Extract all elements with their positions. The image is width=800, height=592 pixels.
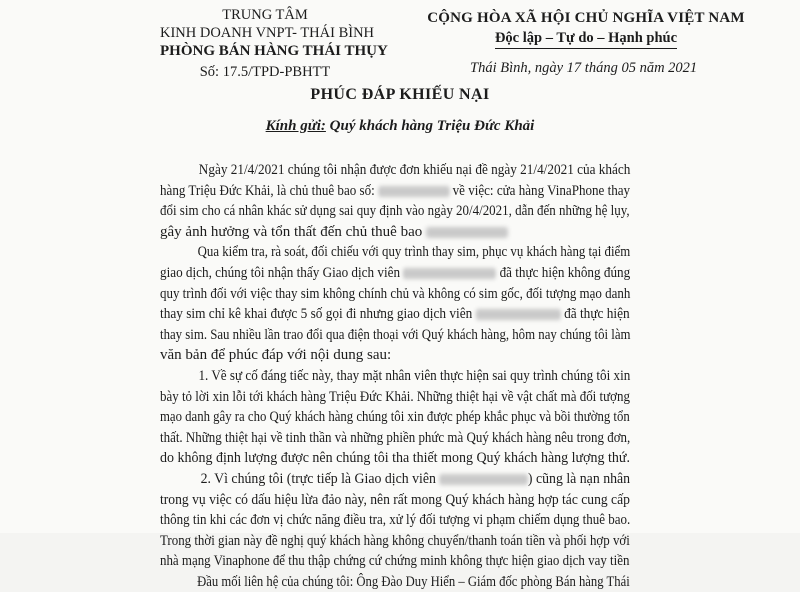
body-line xyxy=(160,469,631,490)
body-line: Ngày 21/4/2021 chúng tôi nhận được đơn khiếu nại đề ngày 21/4/2021 của khách xyxy=(198,162,631,178)
national-motto: Độc lập – Tự do – Hạnh phúc xyxy=(494,30,678,46)
body-line xyxy=(160,263,631,284)
body-line: nhà mạng Vinaphone để thu thập chứng cứ chứng minh không thực hiện giao dịch vay tiền xyxy=(160,553,630,570)
body-line: thay sim. Sau nhiều lần trao đổi qua điện thoại với Quý khách hàng, hôm nay chúng tôi làm xyxy=(160,326,631,343)
body-line: bày tỏ lời xin lỗi tới khách hàng Triệu Đức Khải. Những thiệt hại về vật chất mà đối tượng xyxy=(160,388,630,405)
body-line: thông tin khi các đơn vị chức năng điều tra, xử lý đối tượng vi phạm chiếm dụng thuê bao. xyxy=(160,512,631,529)
national-title: CỘNG HÒA XÃ HỘI CHỦ NGHĨA VIỆT NAM xyxy=(427,10,745,26)
body-line: mạo danh gây ra cho Quý khách hàng chúng tôi xin được phép khắc phục và bồi thường tổn xyxy=(160,409,630,426)
redacted-phone-number xyxy=(426,227,508,238)
body-line xyxy=(160,222,630,243)
body-line xyxy=(160,181,631,202)
body-line: do không định lượng được nên chúng tôi tha thiết mong Quý khách hàng lượng thứ. xyxy=(160,450,631,467)
body-line: thất. Những thiệt hại về tinh thần và những phiền phức mà Quý khách hàng nêu trong đơn, xyxy=(160,429,631,446)
document-body xyxy=(160,160,630,592)
body-line: văn bản để phúc đáp với nội dung sau: xyxy=(160,347,392,364)
document-number: Số: 17.5/TPD-PBHTT xyxy=(199,64,331,80)
redacted-employee-name xyxy=(476,309,561,320)
body-line: quy trình đối với việc thay sim không chính chủ và không có sim gốc, đối tượng mạo danh xyxy=(160,285,631,302)
body-text: thay sim chỉ kê khai được 5 số gọi đi nhưng giao dịch viên xyxy=(160,306,473,323)
body-text: đã thực hiện xyxy=(564,306,630,323)
sender-department: PHÒNG BÁN HÀNG THÁI THỤY xyxy=(160,43,388,59)
redacted-phone-number xyxy=(378,186,449,197)
national-header xyxy=(386,8,786,48)
body-text: giao dịch, chúng tôi nhận thấy Giao dịch viên xyxy=(160,264,401,281)
recipient-line xyxy=(0,118,800,135)
body-text: gây ảnh hưởng và tổn thất đến chủ thuê bao xyxy=(160,223,423,240)
redacted-employee-name xyxy=(403,268,496,279)
body-line: Đầu mối liên hệ của chúng tôi: Ông Đào Duy Hiển – Giám đốc phòng Bán hàng Thái xyxy=(197,573,630,590)
body-line: 1. Về sự cố đáng tiếc này, thay mặt nhân viên thực hiện sai quy trình chúng tôi xin xyxy=(198,367,631,384)
recipient-name: Quý khách hàng Triệu Đức Khải xyxy=(329,118,535,134)
body-text: về việc: cửa hàng VinaPhone thay xyxy=(452,182,631,199)
redacted-employee-name xyxy=(439,474,528,485)
body-text: 2. Vì chúng tôi (trực tiếp là Giao dịch viên xyxy=(200,470,436,487)
document-date: Thái Bình, ngày 17 tháng 05 năm 2021 xyxy=(470,60,698,76)
body-line: trong vụ việc có dấu hiệu lừa đảo này, nên rất mong Quý khách hàng hợp tác cung cấp xyxy=(160,491,630,508)
sender-header xyxy=(160,6,388,81)
sender-line-2: KINH DOANH VNPT- THÁI BÌNH xyxy=(160,25,375,41)
body-line: Trong thời gian này đề nghị quý khách hàng không chuyển/thanh toán tiền và phối hợp với xyxy=(160,532,630,549)
sender-line-1: TRUNG TÂM xyxy=(222,7,308,23)
body-line: đổi sim cho cá nhân khác sử dụng sai quy định vào ngày 20/4/2021, dẫn đến những hệ lụy, xyxy=(160,203,630,220)
body-line: Qua kiểm tra, rà soát, đối chiếu với quy trình thay sim, phục vụ khách hàng tại điểm xyxy=(197,244,631,261)
document-title: PHÚC ĐÁP KHIẾU NẠI xyxy=(310,86,490,103)
body-line xyxy=(160,304,630,325)
body-text: hàng Triệu Đức Khải, là chủ thuê bao số: xyxy=(160,182,375,199)
body-text: đã thực hiện không đúng xyxy=(499,264,631,281)
body-text: ) cũng là nạn nhân xyxy=(527,470,631,487)
recipient-label: Kính gửi: xyxy=(265,118,326,134)
